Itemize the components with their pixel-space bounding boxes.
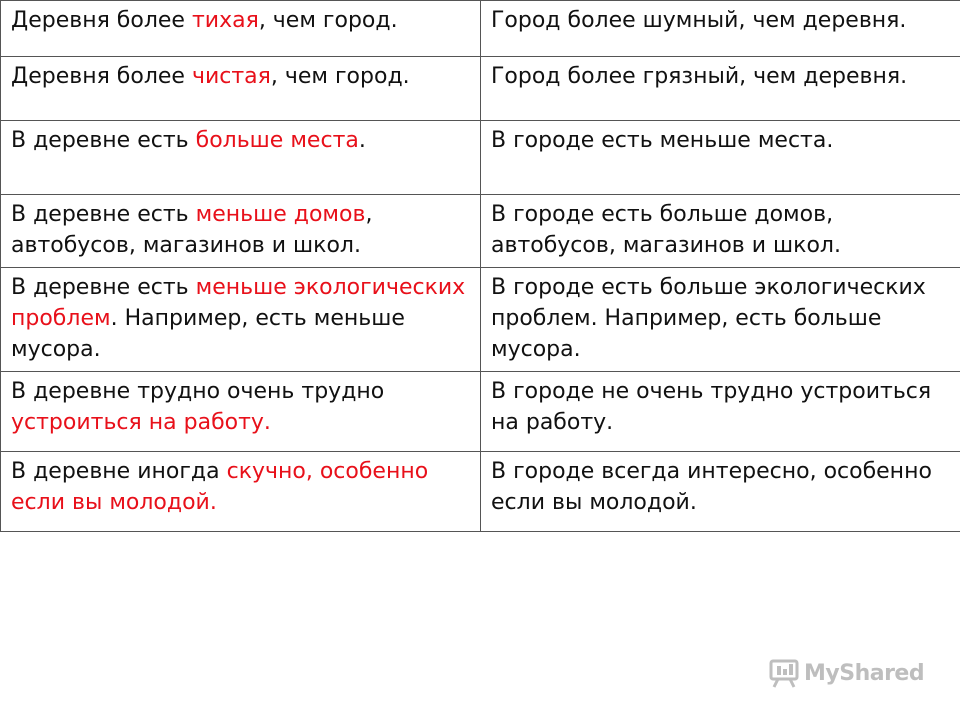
watermark-text: MyShared <box>804 660 925 686</box>
cell-text: . <box>358 128 366 153</box>
city-cell <box>481 1 960 57</box>
city-cell <box>481 121 960 195</box>
watermark <box>768 657 924 689</box>
cell-text: В городе есть больше домов, автобусов, магазинов и школ. <box>491 202 841 258</box>
highlighted-text: меньше домов <box>195 202 366 227</box>
village-cell <box>1 1 481 57</box>
cell-text: Деревня более <box>11 8 192 33</box>
village-cell <box>1 372 481 452</box>
cell-text: Деревня более <box>11 64 192 89</box>
table-row <box>1 268 960 372</box>
city-cell <box>481 452 960 532</box>
cell-text: В деревне есть <box>11 202 196 227</box>
cell-text: В деревне иногда <box>11 459 227 484</box>
village-cell <box>1 121 481 195</box>
cell-text: В городе есть меньше места. <box>491 128 834 153</box>
cell-text: В деревне есть <box>11 128 196 153</box>
highlighted-text: меньше экологических проблем <box>11 275 466 331</box>
city-cell <box>481 195 960 268</box>
cell-text: Город более грязный, чем деревня. <box>491 64 908 89</box>
cell-text: , автобусов, магазинов и школ. <box>11 202 373 258</box>
cell-text: В городе не очень трудно устроиться на работу. <box>491 379 932 435</box>
cell-text: В городе есть больше экологических проблем. Например, есть больше мусора. <box>491 275 926 362</box>
presentation-board-icon <box>768 657 800 689</box>
table-row <box>1 57 960 121</box>
highlighted-text: чистая <box>191 64 271 89</box>
table-row <box>1 452 960 532</box>
highlighted-text: тихая <box>191 8 259 33</box>
cell-text: В деревне трудно очень трудно <box>11 379 385 404</box>
highlighted-text: больше места <box>195 128 359 153</box>
cell-text: Город более шумный, чем деревня. <box>491 8 907 33</box>
cell-text: , чем город. <box>258 8 398 33</box>
city-cell <box>481 372 960 452</box>
city-cell <box>481 268 960 372</box>
cell-text: , чем город. <box>270 64 410 89</box>
highlighted-text: скучно, особенно если вы молодой. <box>11 459 429 515</box>
village-cell <box>1 57 481 121</box>
village-cell <box>1 195 481 268</box>
highlighted-text: устроиться на работу. <box>11 410 271 435</box>
comparison-table-body <box>1 1 960 532</box>
table-row <box>1 1 960 57</box>
cell-text: В городе всегда интересно, особенно если вы молодой. <box>491 459 932 515</box>
table-row <box>1 121 960 195</box>
table-row <box>1 195 960 268</box>
village-cell <box>1 452 481 532</box>
table-row <box>1 372 960 452</box>
cell-text: В деревне есть <box>11 275 196 300</box>
city-cell <box>481 57 960 121</box>
cell-text: . Например, есть меньше мусора. <box>11 306 405 362</box>
village-cell <box>1 268 481 372</box>
